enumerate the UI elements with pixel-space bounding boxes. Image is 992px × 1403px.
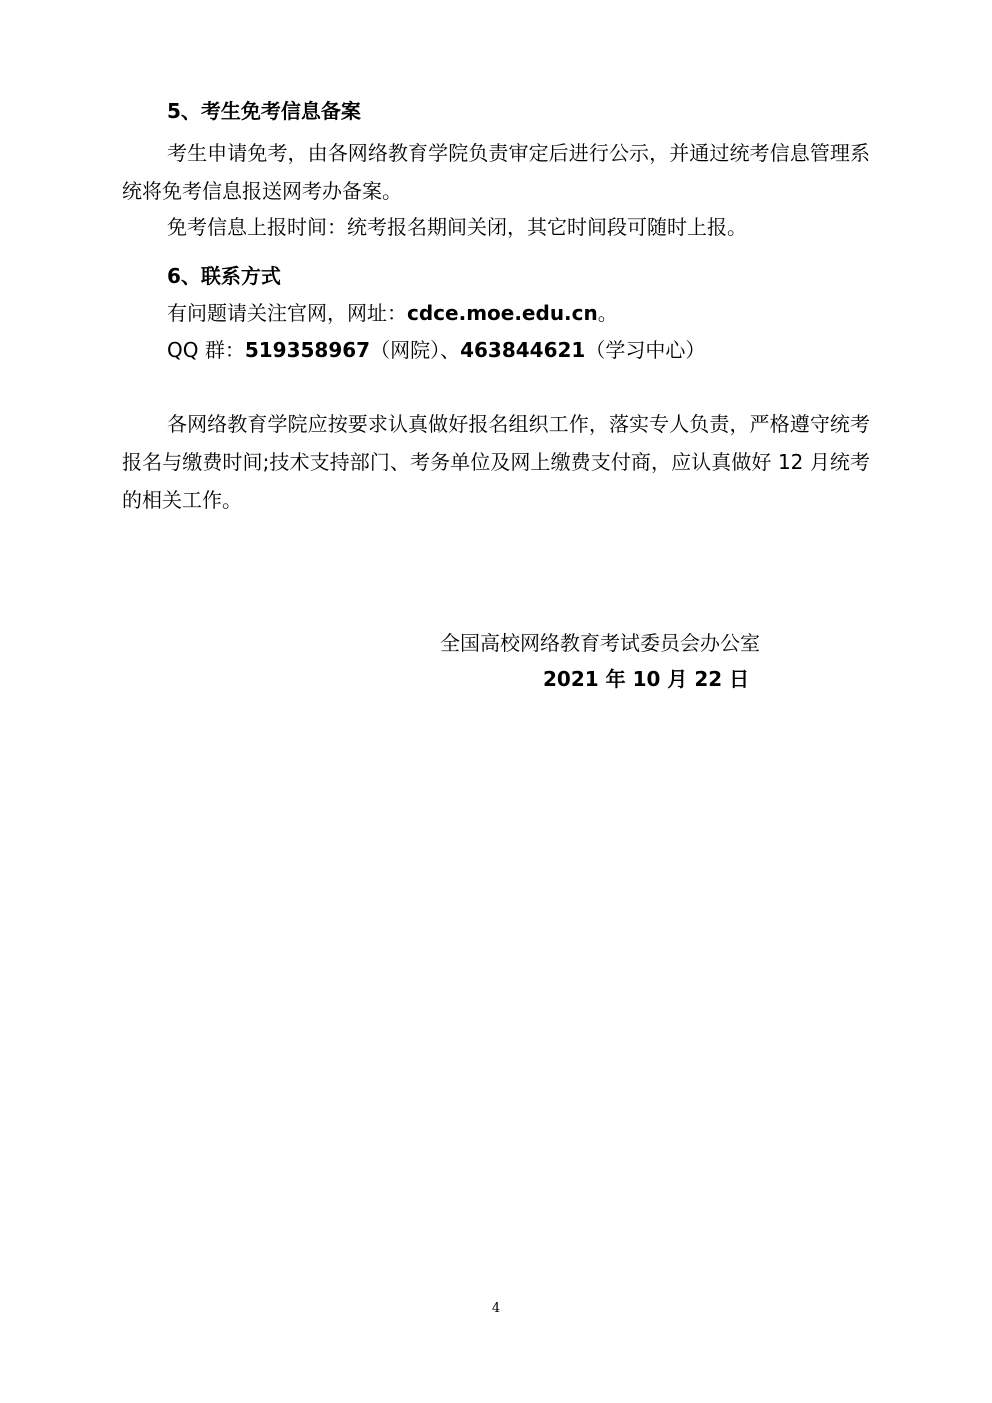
section-5-paragraph: 考生申请免考，由各网络教育学院负责审定后进行公示，并通过统考信息管理系统将免考信息报送网考办备案。 (122, 141, 870, 203)
qq-group-line (167, 336, 705, 364)
qq-label-college: （网院）、 (370, 338, 461, 362)
section-5-heading: 5、考生免考信息备案 (167, 99, 361, 123)
website-suffix: 。 (597, 301, 618, 325)
qq-number-college: 519358967 (244, 338, 371, 362)
page-number: 4 (491, 1301, 501, 1316)
exemption-report-time: 免考信息上报时间：统考报名期间关闭，其它时间段可随时上报。 (167, 215, 747, 239)
qq-label-center: （学习中心） (585, 338, 706, 362)
signature-date: 2021 年 10 月 22 日 (543, 667, 750, 691)
website-prefix: 有问题请关注官网，网址： (167, 301, 407, 325)
signature-organization: 全国高校网络教育考试委员会办公室 (440, 631, 760, 655)
qq-prefix: QQ 群： (167, 338, 245, 362)
closing-paragraph: 各网络教育学院应按要求认真做好报名组织工作，落实专人负责，严格遵守统考报名与缴费时间;技术支持部门、考务单位及网上缴费支付商，应认真做好 12 月统考的相关工作。 (122, 412, 870, 512)
qq-number-center: 463844621 (460, 338, 586, 362)
website-line (167, 299, 618, 327)
website-link[interactable]: cdce.moe.edu.cn (407, 301, 598, 325)
section-6-heading: 6、联系方式 (167, 264, 281, 288)
